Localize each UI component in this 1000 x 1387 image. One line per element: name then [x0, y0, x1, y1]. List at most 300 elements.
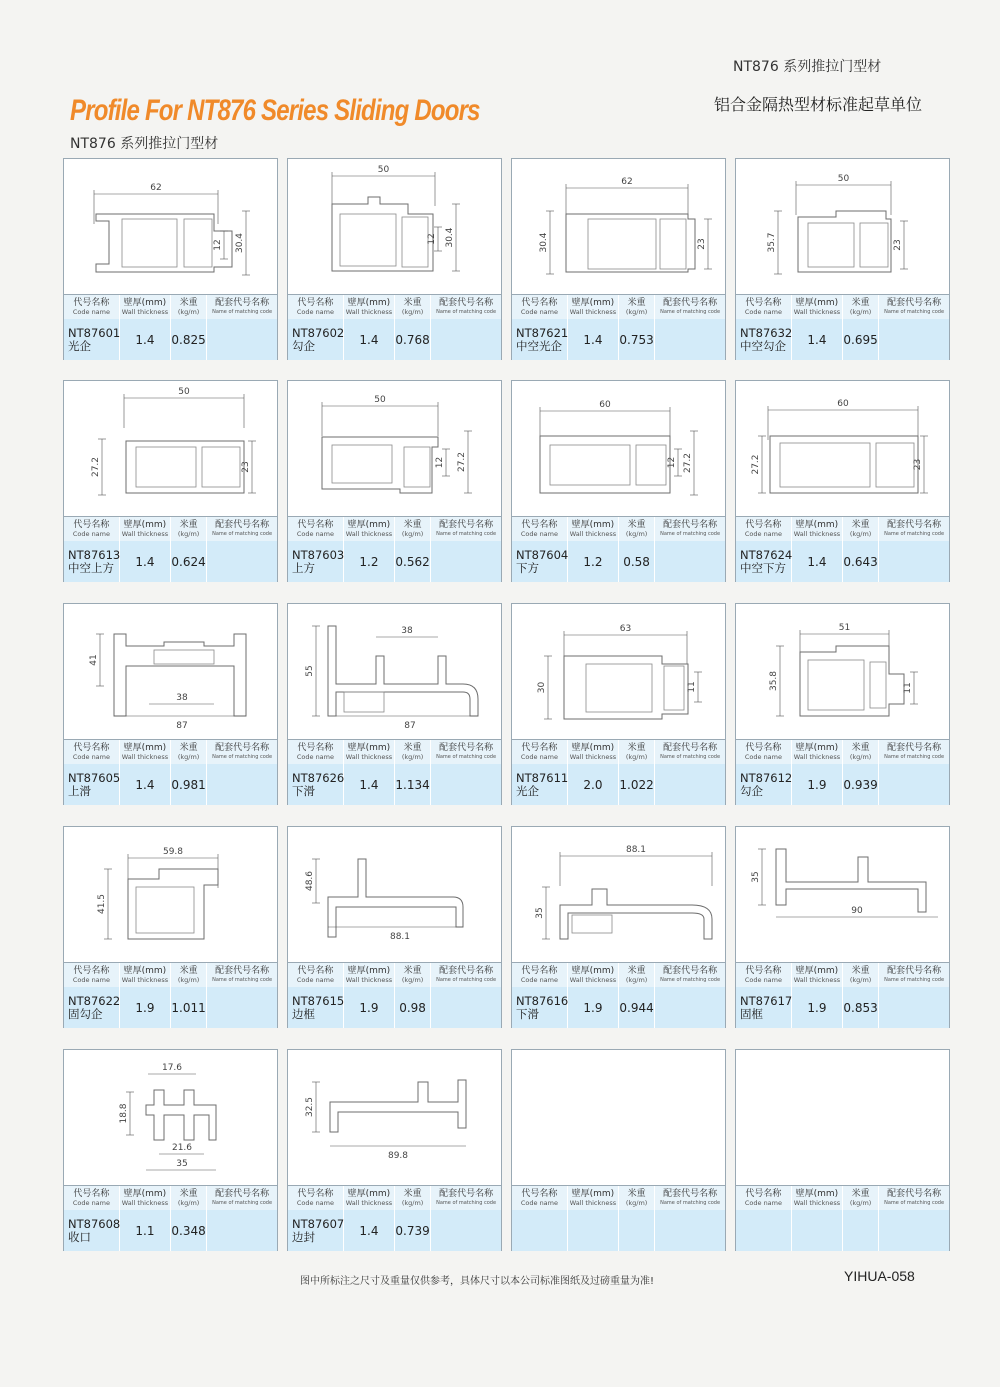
profile-card	[511, 380, 726, 582]
matching-code	[431, 1210, 501, 1251]
code-cell	[64, 764, 119, 805]
header-code: 代号名称 Code name	[64, 1186, 119, 1210]
profile-section	[328, 626, 478, 716]
profile-name: 光企	[68, 338, 91, 353]
header-match: 配套代号名称 Name of matching code	[207, 517, 277, 541]
dimension-label: 12	[213, 239, 223, 251]
dimension-label: 87	[176, 721, 188, 731]
code-cell	[64, 1210, 119, 1251]
dimension-label: 35.7	[767, 232, 777, 253]
spec-table	[64, 962, 277, 1028]
wall-thickness: 1.9	[343, 987, 394, 1028]
matching-code	[655, 541, 725, 582]
profile-code: NT87611	[516, 770, 569, 785]
weight: 0.981	[170, 764, 206, 805]
spec-table	[512, 294, 725, 360]
profile-card	[287, 158, 502, 360]
header-match: 配套代号名称 Name of matching code	[879, 517, 949, 541]
weight	[618, 1210, 654, 1251]
spec-table	[736, 294, 949, 360]
header-weight: 米重 (kg/m)	[842, 295, 878, 319]
header-weight: 米重 (kg/m)	[842, 963, 878, 987]
dimension-label: 87	[404, 721, 416, 731]
dimension-label: 50	[374, 395, 386, 405]
header-wall: 壁厚(mm) Wall thickness	[791, 517, 842, 541]
profile-name: 下方	[516, 560, 539, 575]
matching-code	[431, 764, 501, 805]
header-match: 配套代号名称 Name of matching code	[655, 295, 725, 319]
profile-drawing	[64, 827, 277, 962]
code-cell	[64, 319, 119, 360]
profile-code: NT87601	[68, 325, 121, 340]
profile-card	[63, 603, 278, 805]
profile-code: NT87608	[68, 1216, 121, 1231]
wall-thickness: 1.9	[791, 987, 842, 1028]
profile-section	[798, 211, 891, 272]
profile-code: NT87602	[292, 325, 345, 340]
profile-code: NT87626	[292, 770, 345, 785]
dimension-label: 51	[838, 623, 851, 633]
profile-drawing	[288, 604, 501, 739]
profile-card	[63, 826, 278, 1028]
profile-card	[287, 380, 502, 582]
code-cell	[64, 987, 119, 1028]
header-code: 代号名称 Code name	[736, 1186, 791, 1210]
matching-code	[879, 987, 949, 1028]
header-code: 代号名称 Code name	[736, 517, 791, 541]
header-wall: 壁厚(mm) Wall thickness	[791, 740, 842, 764]
dimension-label: 27.2	[751, 454, 761, 475]
wall-thickness: 2.0	[567, 764, 618, 805]
header-weight: 米重 (kg/m)	[394, 295, 430, 319]
wall-thickness: 1.4	[119, 319, 170, 360]
dimension-label: 88.1	[389, 932, 411, 942]
footnote: 图中所标注之尺寸及重量仅供参考，具体尺寸以本公司标准图纸及过磅重量为准!	[300, 1276, 655, 1287]
profile-drawing	[736, 159, 949, 294]
header-match: 配套代号名称 Name of matching code	[879, 295, 949, 319]
matching-code	[207, 319, 277, 360]
profile-section	[128, 869, 218, 939]
profile-card	[287, 603, 502, 805]
dimension-label: 30	[537, 681, 547, 694]
header-wall: 壁厚(mm) Wall thickness	[567, 295, 618, 319]
wall-thickness	[791, 1210, 842, 1251]
header-code: 代号名称 Code name	[288, 295, 343, 319]
header-weight: 米重 (kg/m)	[842, 740, 878, 764]
header-code: 代号名称 Code name	[736, 740, 791, 764]
code-cell	[736, 987, 791, 1028]
weight: 1.022	[618, 764, 654, 805]
header-wall: 壁厚(mm) Wall thickness	[343, 740, 394, 764]
header-standard: 铝合金隔热型材标准起草单位	[714, 95, 923, 114]
weight: 0.825	[170, 319, 206, 360]
profile-drawing	[512, 827, 725, 962]
profile-code: NT87624	[740, 547, 793, 562]
profile-section	[146, 1090, 216, 1140]
spec-table	[64, 294, 277, 360]
weight: 0.753	[618, 319, 654, 360]
dimension-label: 62	[150, 183, 162, 193]
weight: 0.768	[394, 319, 430, 360]
page-title-cn: NT876 系列推拉门型材	[70, 136, 219, 152]
dimension-label: 60	[599, 400, 611, 410]
dimension-label: 27.2	[91, 456, 101, 478]
header-weight: 米重 (kg/m)	[842, 517, 878, 541]
dimension-label: 27.2	[457, 451, 467, 473]
dimension-label: 23	[241, 461, 251, 473]
profile-card	[511, 1049, 726, 1251]
spec-table	[64, 516, 277, 582]
profile-code: NT87617	[740, 993, 793, 1008]
dimension-label: 18.8	[119, 1103, 129, 1124]
dimension-label: 89.8	[387, 1151, 409, 1161]
dimension-label: 41.5	[97, 893, 107, 915]
header-code: 代号名称 Code name	[64, 517, 119, 541]
profile-drawing	[288, 159, 501, 294]
profile-name: 下滑	[292, 783, 315, 798]
matching-code	[207, 987, 277, 1028]
header-match: 配套代号名称 Name of matching code	[879, 740, 949, 764]
wall-thickness: 1.4	[791, 541, 842, 582]
spec-table	[288, 1185, 501, 1251]
dimension-label: 62	[621, 177, 633, 187]
weight: 0.853	[842, 987, 878, 1028]
weight: 0.939	[842, 764, 878, 805]
dimension-label: 12	[427, 233, 437, 245]
header-match: 配套代号名称 Name of matching code	[431, 740, 501, 764]
header-match: 配套代号名称 Name of matching code	[431, 963, 501, 987]
header-weight: 米重 (kg/m)	[394, 1186, 430, 1210]
profile-name: 中空下方	[740, 560, 786, 575]
header-weight: 米重 (kg/m)	[618, 740, 654, 764]
wall-thickness: 1.2	[343, 541, 394, 582]
matching-code	[879, 541, 949, 582]
dimension-label: 90	[851, 906, 863, 916]
spec-table	[288, 962, 501, 1028]
dimension-label: 48.6	[305, 870, 315, 892]
profile-section	[330, 1080, 466, 1132]
profile-drawing	[736, 604, 949, 739]
wall-thickness: 1.4	[343, 1210, 394, 1251]
matching-code	[655, 987, 725, 1028]
profile-name: 固框	[740, 1006, 763, 1021]
profile-card	[735, 1049, 950, 1251]
profile-card	[735, 158, 950, 360]
profile-drawing	[512, 604, 725, 739]
code-cell	[512, 987, 567, 1028]
header-wall: 壁厚(mm) Wall thickness	[119, 1186, 170, 1210]
header-wall: 壁厚(mm) Wall thickness	[791, 1186, 842, 1210]
code-cell	[736, 541, 791, 582]
page-number: YIHUA-058	[844, 1268, 915, 1284]
weight	[842, 1210, 878, 1251]
profile-drawing	[288, 827, 501, 962]
dimension-label: 50	[178, 387, 190, 397]
header-code: 代号名称 Code name	[512, 740, 567, 764]
header-match: 配套代号名称 Name of matching code	[207, 963, 277, 987]
header-wall: 壁厚(mm) Wall thickness	[567, 740, 618, 764]
spec-table	[512, 962, 725, 1028]
wall-thickness: 1.4	[791, 319, 842, 360]
header-code: 代号名称 Code name	[512, 517, 567, 541]
header-match: 配套代号名称 Name of matching code	[431, 295, 501, 319]
dimension-label: 23	[913, 458, 923, 471]
header-wall: 壁厚(mm) Wall thickness	[343, 1186, 394, 1210]
header-match: 配套代号名称 Name of matching code	[655, 1186, 725, 1210]
profile-drawing	[736, 381, 949, 516]
dimension-label: 32.5	[305, 1096, 315, 1118]
dimension-label: 88.1	[625, 845, 647, 855]
profile-card	[511, 158, 726, 360]
profile-code: NT87616	[516, 993, 569, 1008]
profile-drawing	[512, 1050, 725, 1185]
header-weight: 米重 (kg/m)	[618, 1186, 654, 1210]
profile-card	[511, 603, 726, 805]
dimension-label: 41	[89, 654, 99, 666]
header-code: 代号名称 Code name	[288, 1186, 343, 1210]
matching-code	[655, 319, 725, 360]
header-wall: 壁厚(mm) Wall thickness	[343, 295, 394, 319]
header-weight: 米重 (kg/m)	[170, 963, 206, 987]
header-code: 代号名称 Code name	[64, 740, 119, 764]
wall-thickness: 1.9	[791, 764, 842, 805]
header-match: 配套代号名称 Name of matching code	[431, 1186, 501, 1210]
header-weight: 米重 (kg/m)	[170, 740, 206, 764]
header-weight: 米重 (kg/m)	[618, 517, 654, 541]
wall-thickness: 1.9	[119, 987, 170, 1028]
dimension-label: 63	[619, 624, 632, 634]
code-cell	[512, 541, 567, 582]
dimension-label: 35	[535, 907, 545, 919]
page-title-en: Profile For NT876 Series Sliding Doors	[70, 94, 480, 127]
profile-code: NT87605	[68, 770, 121, 785]
header-match: 配套代号名称 Name of matching code	[207, 1186, 277, 1210]
profile-section	[332, 197, 433, 271]
profile-name: 中空勾企	[740, 338, 786, 353]
header-match: 配套代号名称 Name of matching code	[431, 517, 501, 541]
profile-card	[735, 826, 950, 1028]
profile-code: NT87607	[292, 1216, 345, 1231]
profile-drawing	[288, 381, 501, 516]
profile-card	[511, 826, 726, 1028]
spec-table	[64, 1185, 277, 1251]
matching-code	[431, 987, 501, 1028]
header-wall: 壁厚(mm) Wall thickness	[119, 295, 170, 319]
profile-section	[540, 436, 670, 493]
profile-card	[287, 1049, 502, 1251]
profile-card	[735, 380, 950, 582]
profile-card	[63, 380, 278, 582]
profile-section	[560, 889, 712, 939]
profile-section	[800, 646, 904, 716]
wall-thickness: 1.4	[567, 319, 618, 360]
profile-name: 下滑	[516, 1006, 539, 1021]
wall-thickness: 1.1	[119, 1210, 170, 1251]
profile-name: 光企	[516, 783, 539, 798]
wall-thickness: 1.4	[343, 319, 394, 360]
profile-name: 固勾企	[68, 1006, 103, 1021]
profile-section	[344, 692, 384, 712]
profile-name: 收口	[68, 1229, 91, 1244]
code-cell	[512, 764, 567, 805]
dimension-label: 27.2	[683, 452, 693, 474]
header-weight: 米重 (kg/m)	[170, 295, 206, 319]
header-wall: 壁厚(mm) Wall thickness	[567, 517, 618, 541]
spec-table	[736, 962, 949, 1028]
matching-code	[207, 764, 277, 805]
spec-table	[512, 516, 725, 582]
header-weight: 米重 (kg/m)	[394, 517, 430, 541]
header-wall: 壁厚(mm) Wall thickness	[119, 740, 170, 764]
dimension-label: 12	[435, 456, 445, 469]
wall-thickness: 1.4	[119, 541, 170, 582]
code-cell	[736, 319, 791, 360]
weight: 0.695	[842, 319, 878, 360]
spec-table	[288, 739, 501, 805]
spec-table	[512, 1185, 725, 1251]
profile-code: NT87603	[292, 547, 345, 562]
profile-drawing	[512, 159, 725, 294]
code-cell	[288, 319, 343, 360]
header-code: 代号名称 Code name	[736, 963, 791, 987]
profile-section	[564, 656, 688, 719]
profile-name: 边框	[292, 1006, 315, 1021]
profile-name: 勾企	[740, 783, 763, 798]
profile-card	[63, 1049, 278, 1251]
header-weight: 米重 (kg/m)	[394, 963, 430, 987]
header-weight: 米重 (kg/m)	[618, 295, 654, 319]
profile-section	[126, 441, 244, 493]
weight: 0.944	[618, 987, 654, 1028]
header-code: 代号名称 Code name	[64, 963, 119, 987]
wall-thickness: 1.4	[119, 764, 170, 805]
profile-name: 边封	[292, 1229, 315, 1244]
matching-code	[655, 764, 725, 805]
profile-code: NT87622	[68, 993, 121, 1008]
weight: 0.562	[394, 541, 430, 582]
matching-code	[431, 319, 501, 360]
header-wall: 壁厚(mm) Wall thickness	[343, 963, 394, 987]
profile-code: NT87613	[68, 547, 121, 562]
header-weight: 米重 (kg/m)	[394, 740, 430, 764]
wall-thickness: 1.4	[343, 764, 394, 805]
header-code: 代号名称 Code name	[288, 740, 343, 764]
weight: 0.58	[618, 541, 654, 582]
dimension-label: 30.4	[445, 227, 455, 248]
dimension-label: 55	[305, 665, 315, 677]
profile-name: 上滑	[68, 783, 91, 798]
profile-section	[566, 214, 695, 272]
profile-section	[572, 915, 612, 933]
code-cell	[64, 541, 119, 582]
header-wall: 壁厚(mm) Wall thickness	[791, 963, 842, 987]
header-match: 配套代号名称 Name of matching code	[879, 963, 949, 987]
header-match: 配套代号名称 Name of matching code	[879, 1186, 949, 1210]
dimension-label: 21.6	[171, 1143, 193, 1153]
code-cell	[288, 987, 343, 1028]
profile-section	[776, 849, 926, 912]
header-match: 配套代号名称 Name of matching code	[207, 295, 277, 319]
dimension-label: 38	[401, 626, 413, 636]
profile-card	[735, 603, 950, 805]
header-wall: 壁厚(mm) Wall thickness	[119, 963, 170, 987]
dimension-label: 17.6	[161, 1063, 183, 1073]
dimension-label: 50	[837, 174, 850, 184]
dimension-label: 30.4	[235, 232, 245, 254]
header-code: 代号名称 Code name	[736, 295, 791, 319]
profile-name: 中空上方	[68, 560, 114, 575]
header-code: 代号名称 Code name	[512, 295, 567, 319]
dimension-label: 23	[893, 239, 903, 251]
header-match: 配套代号名称 Name of matching code	[655, 517, 725, 541]
dimension-label: 35	[751, 871, 761, 883]
header-wall: 壁厚(mm) Wall thickness	[343, 517, 394, 541]
profile-code: NT87615	[292, 993, 345, 1008]
spec-table	[736, 739, 949, 805]
profile-code: NT87621	[516, 325, 569, 340]
weight: 0.643	[842, 541, 878, 582]
profile-drawing	[736, 827, 949, 962]
code-cell	[288, 764, 343, 805]
header-match: 配套代号名称 Name of matching code	[655, 740, 725, 764]
matching-code	[207, 541, 277, 582]
profile-section	[770, 436, 918, 493]
header-code: 代号名称 Code name	[512, 963, 567, 987]
profile-drawing	[736, 1050, 949, 1185]
dimension-label: 30.4	[539, 232, 549, 253]
profile-code: NT87612	[740, 770, 793, 785]
code-cell	[288, 541, 343, 582]
profile-name: 勾企	[292, 338, 315, 353]
dimension-label: 59.8	[162, 847, 184, 857]
header-weight: 米重 (kg/m)	[170, 517, 206, 541]
header-code: 代号名称 Code name	[64, 295, 119, 319]
weight: 0.624	[170, 541, 206, 582]
dimension-label: 23	[697, 238, 707, 250]
header-weight: 米重 (kg/m)	[618, 963, 654, 987]
code-cell	[512, 319, 567, 360]
header-code: 代号名称 Code name	[288, 517, 343, 541]
dimension-label: 60	[837, 399, 849, 409]
header-wall: 壁厚(mm) Wall thickness	[567, 1186, 618, 1210]
code-cell	[288, 1210, 343, 1251]
dimension-label: 35	[176, 1159, 188, 1169]
matching-code	[879, 1210, 949, 1251]
profile-code: NT87604	[516, 547, 569, 562]
dimension-label: 11	[903, 682, 913, 694]
profile-name: 中空光企	[516, 338, 562, 353]
profile-drawing	[64, 159, 277, 294]
weight: 1.134	[394, 764, 430, 805]
wall-thickness: 1.9	[567, 987, 618, 1028]
profile-card	[63, 158, 278, 360]
matching-code	[655, 1210, 725, 1251]
weight: 0.348	[170, 1210, 206, 1251]
spec-table	[736, 516, 949, 582]
wall-thickness	[567, 1210, 618, 1251]
header-code: 代号名称 Code name	[288, 963, 343, 987]
header-weight: 米重 (kg/m)	[170, 1186, 206, 1210]
profile-drawing	[64, 604, 277, 739]
dimension-label: 50	[377, 165, 390, 175]
spec-table	[736, 1185, 949, 1251]
header-wall: 壁厚(mm) Wall thickness	[567, 963, 618, 987]
profile-drawing	[64, 1050, 277, 1185]
dimension-label: 11	[687, 681, 697, 693]
weight: 1.011	[170, 987, 206, 1028]
weight: 0.739	[394, 1210, 430, 1251]
spec-table	[512, 739, 725, 805]
